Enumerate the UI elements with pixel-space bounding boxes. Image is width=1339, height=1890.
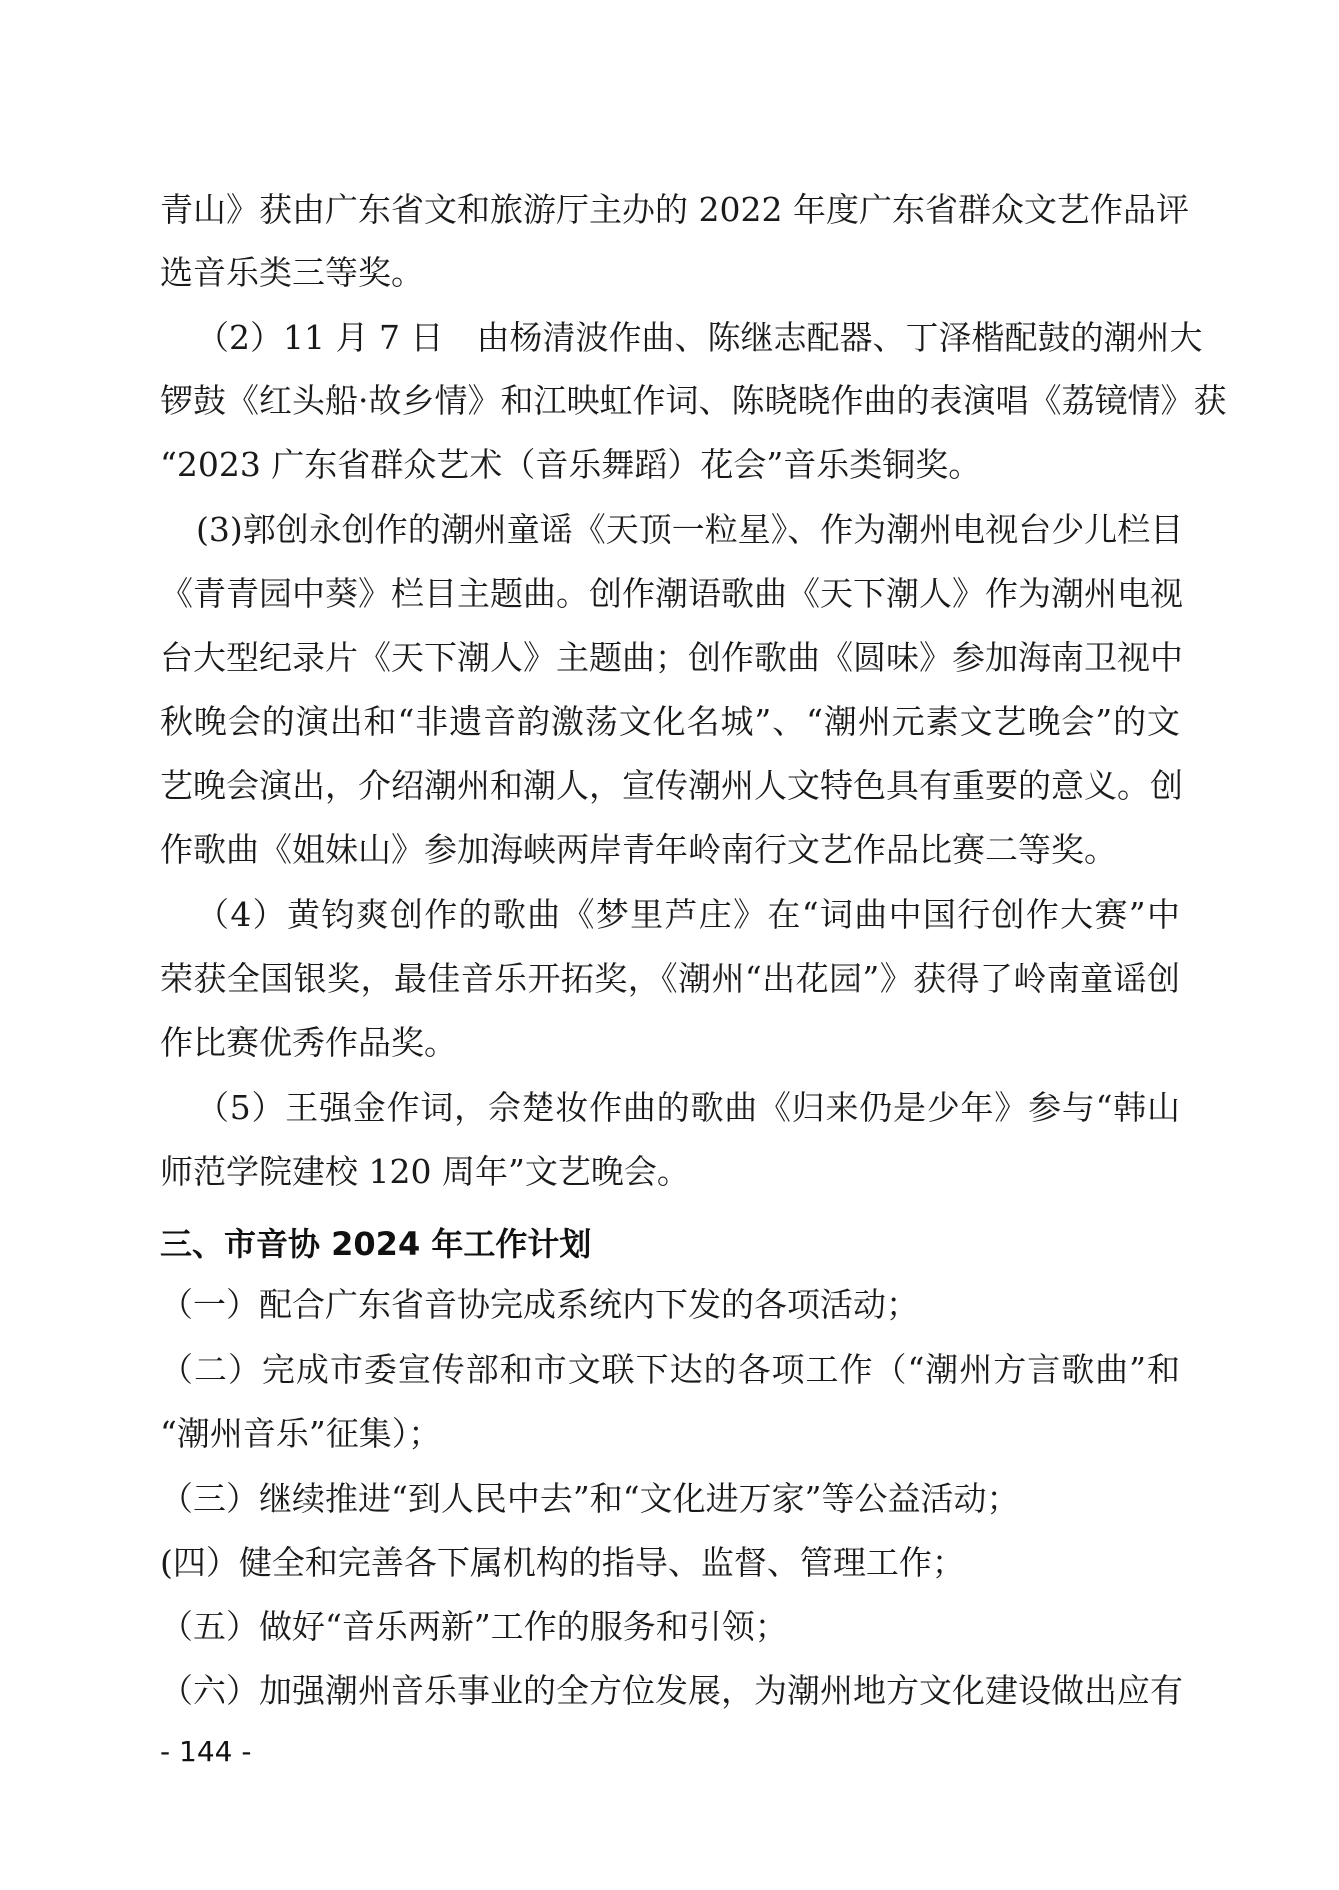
paragraph-line: 艺晚会演出，介绍潮州和潮人，宣传潮州人文特色具有重要的意义。创 bbox=[160, 766, 1183, 805]
plan-item: （六）加强潮州音乐事业的全方位发展，为潮州地方文化建设做出应有 bbox=[160, 1671, 1183, 1710]
paragraph-line: 《青青园中葵》栏目主题曲。创作潮语歌曲《天下潮人》作为潮州电视 bbox=[160, 574, 1183, 613]
paragraph-line: 台大型纪录片《天下潮人》主题曲；创作歌曲《圆味》参加海南卫视中 bbox=[160, 638, 1183, 677]
section-heading: 三、市音协 2024 年工作计划 bbox=[160, 1225, 592, 1263]
paragraph-line: 秋晚会的演出和“非遗音韵激荡文化名城”、“潮州元素文艺晚会”的文 bbox=[160, 702, 1180, 741]
plan-item: (四）健全和完善各下属机构的指导、监督、管理工作； bbox=[160, 1543, 965, 1582]
plan-item: （一）配合广东省音协完成系统内下发的各项活动； bbox=[160, 1285, 919, 1324]
plan-item: （二）完成市委宣传部和市文联下达的各项工作（“潮州方言歌曲”和 bbox=[160, 1350, 1180, 1389]
paragraph-line: 锣鼓《红头船·故乡情》和江映虹作词、陈晓晓作曲的表演唱《荔镜情》获 bbox=[160, 381, 1227, 420]
plan-item: （五）做好“音乐两新”工作的服务和引领； bbox=[160, 1607, 788, 1646]
plan-item: “潮州音乐”征集）； bbox=[160, 1414, 442, 1453]
paragraph-line: 作歌曲《姐妹山》参加海峡两岸青年岭南行文艺作品比赛二等奖。 bbox=[160, 830, 1117, 869]
plan-item: （三）继续推进“到人民中去”和“文化进万家”等公益活动； bbox=[160, 1479, 1020, 1518]
page-number: - 144 - bbox=[160, 1735, 252, 1768]
paragraph-line: 师范学院建校 120 周年”文艺晚会。 bbox=[160, 1152, 690, 1191]
paragraph-line: 作比赛优秀作品奖。 bbox=[160, 1023, 457, 1062]
paragraph-line: “2023 广东省群众艺术（音乐舞蹈）花会”音乐类铜奖。 bbox=[160, 445, 982, 484]
paragraph-line: 荣获全国银奖，最佳音乐开拓奖，《潮州“出花园”》获得了岭南童谣创 bbox=[160, 959, 1180, 998]
paragraph-line: （5）王强金作词，佘楚妆作曲的歌曲《归来仍是少年》参与“韩山 bbox=[196, 1088, 1180, 1127]
paragraph-line: （2）11 月 7 日 由杨清波作曲、陈继志配器、丁泽楷配鼓的潮州大 bbox=[196, 318, 1203, 357]
paragraph-line: 青山》获由广东省文和旅游厅主办的 2022 年度广东省群众文艺作品评 bbox=[160, 190, 1189, 229]
paragraph-line: （4）黄钧爽创作的歌曲《梦里芦庄》在“词曲中国行创作大赛”中 bbox=[196, 895, 1180, 934]
paragraph-line: 选音乐类三等奖。 bbox=[160, 253, 424, 292]
paragraph-line: (3)郭创永创作的潮州童谣《天顶一粒星》、作为潮州电视台少儿栏目 bbox=[196, 510, 1184, 549]
